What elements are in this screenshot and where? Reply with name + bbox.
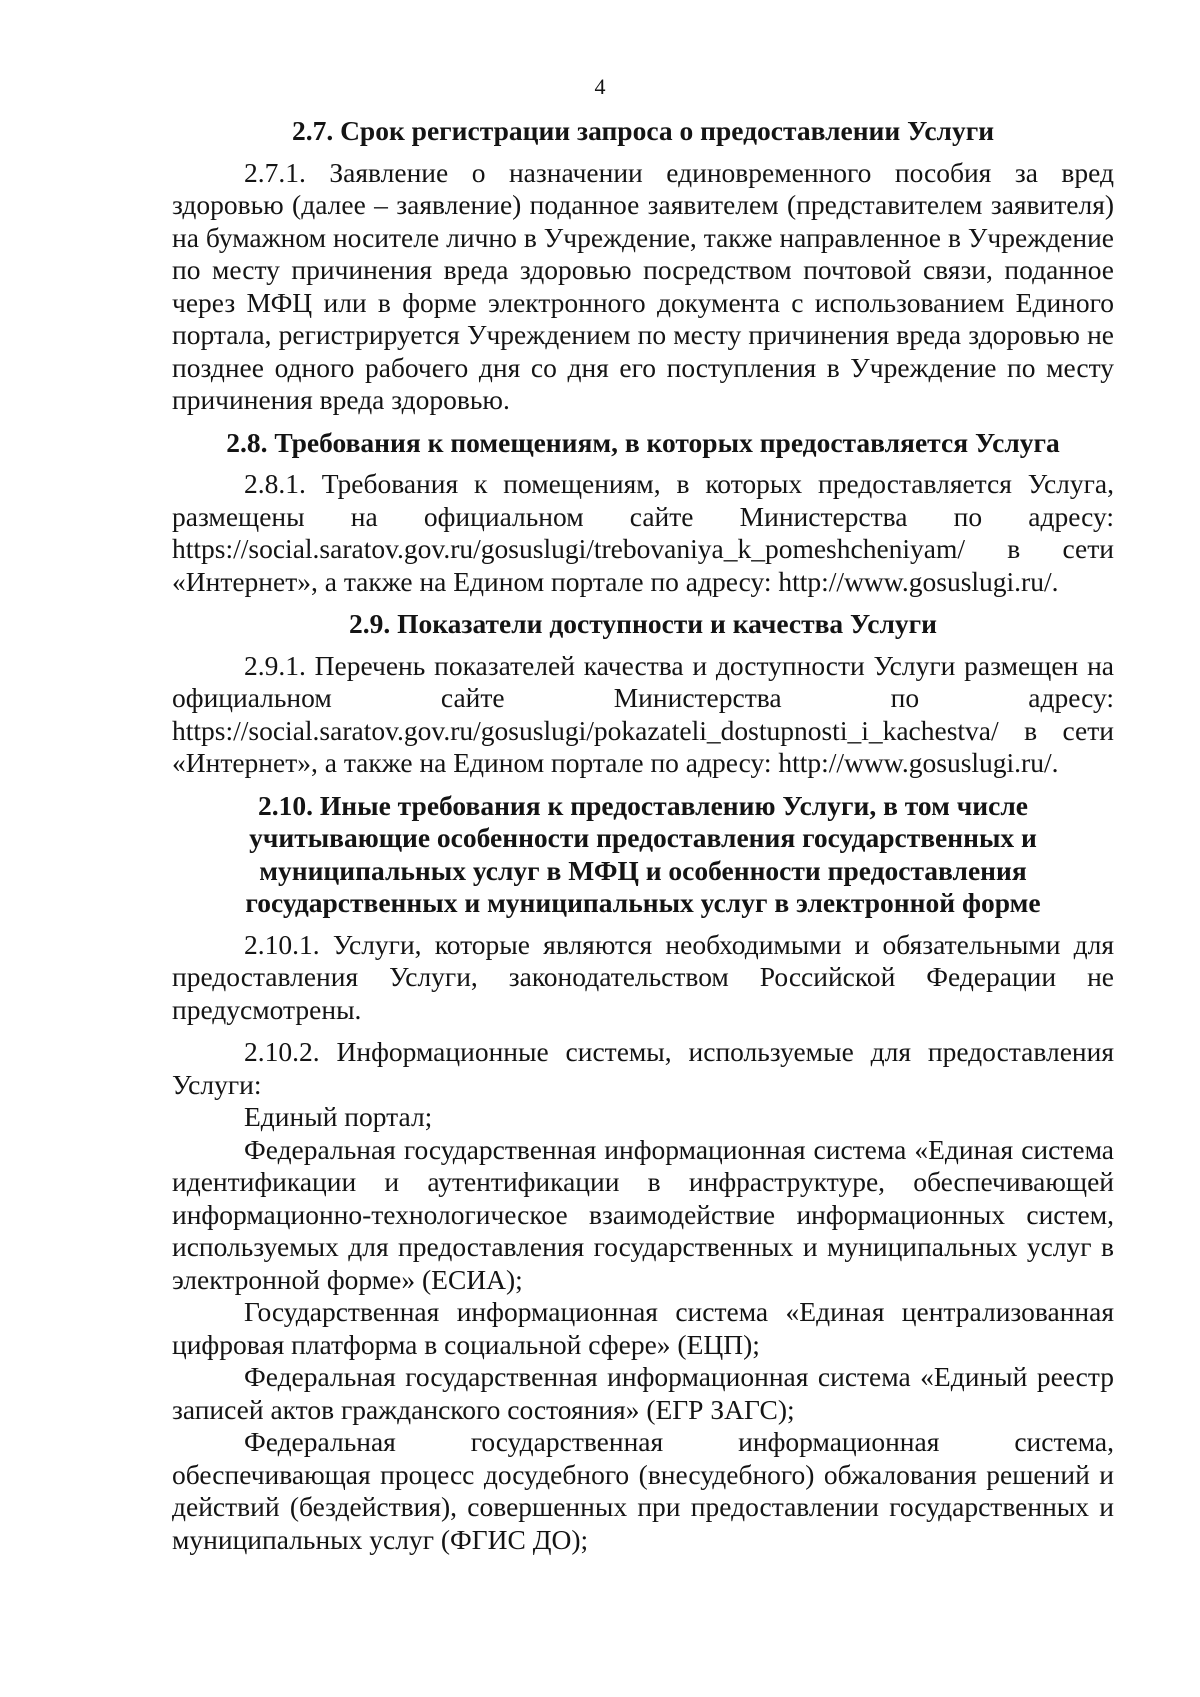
paragraph-2-9-1: 2.9.1. Перечень показателей качества и доступности Услуги размещен на официальном сайте Министерства по адресу: https://social.saratov.gov.ru/gosuslugi/pokazateli_dostupnosti_i_kachestva/ в сети «Интернет», а также на Едином портале по адресу: http://www.gosuslugi.ru/. <box>172 649 1114 778</box>
paragraph-2-10-2: 2.10.2. Информационные системы, используемые для предоставления Услуги: <box>172 1036 1114 1100</box>
page-number: 4 <box>594 74 606 99</box>
document-body <box>172 115 1114 1556</box>
paragraph-2-8-1: 2.8.1. Требования к помещениям, в которых предоставляется Услуга, размещены на официальном сайте Министерства по адресу: https://social.saratov.gov.ru/gosuslugi/trebovaniya_k_pomeshcheniyam/ в сети «Интернет», а также на Едином портале по адресу: http://www.gosuslugi.ru/. <box>172 468 1114 597</box>
paragraph-2-7-1: 2.7.1. Заявление о назначении единовременного пособия за вред здоровью (далее – заявление) поданное заявителем (представителем заявителя) на бумажном носителе лично в Учреждение, также направленное в Учреждение по месту причинения вреда здоровью посредством почтовой связи, поданное через МФЦ или в форме электронного документа с использованием Единого портала, регистрируется Учреждением по месту причинения вреда здоровью не позднее одного рабочего дня со дня его поступления в Учреждение по месту причинения вреда здоровью. <box>172 156 1114 415</box>
section-heading-2-9: 2.9. Показатели доступности и качества Услуги <box>348 608 937 639</box>
section-heading-2-8: 2.8. Требования к помещениям, в которых предоставляется Услуга <box>226 426 1060 458</box>
list-item-single-portal: Единый портал; <box>244 1101 433 1132</box>
list-item-fgis-do: Федеральная государственная информационная система, обеспечивающая процесс досудебного (внесудебного) обжалования решений и действий (бездействия), совершенных при предоставлении государственных и муниципальных услуг (ФГИС ДО); <box>172 1426 1114 1555</box>
list-item-esia: Федеральная государственная информационная система «Единая система идентификации и аутентификации в инфраструктуре, обеспечивающей информационно-технологическое взаимодействие информационных систем, используемых для предоставления государственных и муниципальных услуг в электронной форме» (ЕСИА); <box>172 1133 1114 1295</box>
paragraph-2-10-1: 2.10.1. Услуги, которые являются необходимыми и обязательными для предоставления Услуги, законодательством Российской Федерации не предусмотрены. <box>172 928 1114 1025</box>
section-heading-2-7: 2.7. Срок регистрации запроса о предоставлении Услуги <box>291 115 995 146</box>
list-item-egr-zags: Федеральная государственная информационная система «Единый реестр записей актов гражданского состояния» (ЕГР ЗАГС); <box>172 1361 1114 1425</box>
list-item-ecp: Государственная информационная система «Единая централизованная цифровая платформа в социальной сфере» (ЕЦП); <box>172 1296 1114 1360</box>
section-heading-2-10: 2.10. Иные требования к предоставлению Услуги, в том числе учитывающие особенности предоставления государственных и муниципальных услуг в МФЦ и особенности предоставления государственных и муниципальных услуг в электронной форме <box>245 789 1041 918</box>
